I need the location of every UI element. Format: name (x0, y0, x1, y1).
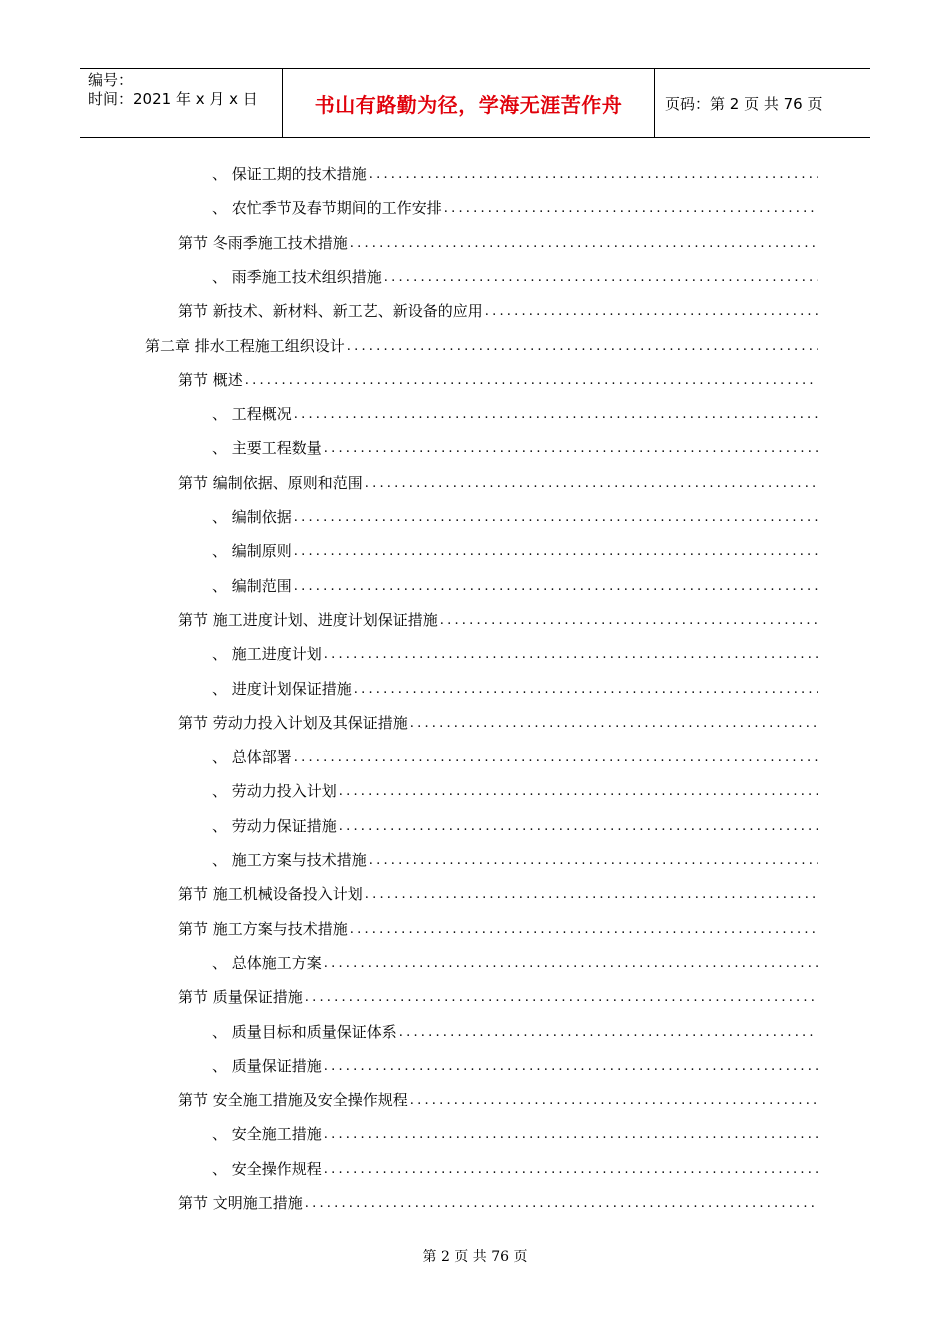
toc-leader-dots (294, 749, 818, 767)
toc-entry-label: 、 安全施工措施 (212, 1125, 322, 1144)
toc-entry[interactable] (178, 227, 818, 253)
toc-leader-dots (350, 921, 818, 939)
toc-entry[interactable] (178, 707, 818, 733)
toc-leader-dots (324, 1161, 818, 1179)
toc-entry-label: 、 劳动力投入计划 (212, 782, 337, 801)
toc-entry[interactable] (178, 981, 818, 1007)
toc-entry-label: 、 保证工期的技术措施 (212, 165, 367, 183)
toc-entry[interactable] (212, 398, 818, 424)
toc-leader-dots (485, 303, 818, 321)
toc-entry-label: 第节 劳动力投入计划及其保证措施 (178, 713, 408, 732)
toc-leader-dots (294, 406, 818, 424)
toc-leader-dots (384, 269, 818, 287)
toc-leader-dots (339, 818, 818, 836)
toc-leader-dots (324, 955, 818, 973)
toc-entry-label: 、 雨季施工技术组织措施 (212, 267, 382, 286)
toc-entry-label: 第节 编制依据、原则和范围 (178, 473, 363, 492)
toc-entry-label: 第节 概述 (178, 370, 243, 389)
toc-entry[interactable] (178, 1084, 818, 1110)
toc-entry[interactable] (212, 501, 818, 527)
toc-entry[interactable] (178, 1187, 818, 1213)
toc-leader-dots (339, 783, 818, 801)
toc-leader-dots (305, 989, 818, 1007)
toc-leader-dots (365, 886, 818, 904)
toc-leader-dots (440, 612, 818, 630)
toc-entry[interactable] (178, 364, 818, 390)
toc-entry[interactable] (212, 1118, 818, 1144)
toc-leader-dots (354, 681, 818, 699)
toc-entry[interactable] (178, 604, 818, 630)
toc-entry-label: 、 农忙季节及春节期间的工作安排 (212, 199, 442, 218)
toc-entry-label: 、 施工方案与技术措施 (212, 851, 367, 869)
toc-entry[interactable] (178, 467, 818, 493)
toc-entry[interactable] (212, 947, 818, 973)
document-time: 时间：2021 年 x 月 x 日 (88, 90, 258, 108)
document-number-label: 编号： (88, 71, 134, 89)
toc-entry[interactable] (212, 1050, 818, 1076)
toc-entry[interactable] (212, 741, 818, 767)
toc-entry-label: 第节 安全施工措施及安全操作规程 (178, 1091, 408, 1110)
toc-entry-label: 、 质量保证措施 (212, 1056, 322, 1075)
toc-leader-dots (294, 509, 818, 527)
header-meta (80, 69, 282, 137)
toc-entry-label: 、 总体部署 (212, 748, 292, 767)
toc-leader-dots (324, 1058, 818, 1076)
toc-entry-label: 第节 新技术、新材料、新工艺、新设备的应用 (178, 302, 483, 321)
toc-entry-label: 、 安全操作规程 (212, 1159, 322, 1178)
toc-entry-label: 、 主要工程数量 (212, 439, 322, 458)
toc-entry[interactable] (212, 844, 818, 870)
toc-leader-dots (365, 475, 818, 493)
toc-entry-label: 第节 施工机械设备投入计划 (178, 885, 363, 904)
toc-leader-dots (294, 578, 818, 596)
toc-entry-label: 第节 文明施工措施 (178, 1194, 303, 1212)
toc-entry-label: 、 编制范围 (212, 576, 292, 595)
toc-entry[interactable] (212, 432, 818, 458)
toc-leader-dots (324, 1126, 818, 1144)
page-footer: 第 2 页 共 76 页 (422, 1249, 528, 1265)
toc-leader-dots (324, 646, 818, 664)
toc-leader-dots (410, 715, 818, 733)
page-header (80, 68, 870, 138)
toc-entry[interactable] (212, 1016, 818, 1042)
toc-entry-label: 第节 质量保证措施 (178, 988, 303, 1007)
toc-leader-dots (444, 200, 818, 218)
toc-leader-dots (369, 166, 818, 184)
toc-entry-label: 、 进度计划保证措施 (212, 679, 352, 698)
toc-entry-label: 、 总体施工方案 (212, 953, 322, 972)
toc-entry-label: 、 质量目标和质量保证体系 (212, 1022, 397, 1041)
toc-entry[interactable] (212, 158, 818, 184)
toc-leader-dots (294, 543, 818, 561)
toc-entry[interactable] (145, 330, 818, 356)
toc-entry[interactable] (212, 673, 818, 699)
toc-entry[interactable] (212, 775, 818, 801)
toc-leader-dots (369, 852, 818, 870)
toc-leader-dots (399, 1024, 818, 1042)
toc-entry-label: 、 编制依据 (212, 508, 292, 526)
toc-entry-label: 第节 冬雨季施工技术措施 (178, 233, 348, 252)
toc-entry-label: 第节 施工方案与技术措施 (178, 919, 348, 938)
toc-leader-dots (305, 1195, 818, 1213)
toc-entry-label: 、 施工进度计划 (212, 645, 322, 664)
toc-leader-dots (324, 440, 818, 458)
toc-leader-dots (347, 338, 818, 356)
toc-entry[interactable] (212, 638, 818, 664)
toc-entry-label: 、 工程概况 (212, 405, 292, 424)
toc-entry[interactable] (212, 261, 818, 287)
toc-entry[interactable] (178, 913, 818, 939)
toc-entry[interactable] (212, 810, 818, 836)
header-page-info: 页码：第 2 页 共 76 页 (665, 94, 823, 113)
toc-leader-dots (410, 1092, 818, 1110)
toc-entry[interactable] (212, 192, 818, 218)
toc-entry[interactable] (212, 535, 818, 561)
toc-entry-label: 、 编制原则 (212, 542, 292, 561)
toc-entry[interactable] (212, 1153, 818, 1179)
toc-entry-label: 第节 施工进度计划、进度计划保证措施 (178, 610, 438, 629)
toc-leader-dots (245, 372, 818, 390)
toc-entry[interactable] (178, 295, 818, 321)
toc-entry-label: 、 劳动力保证措施 (212, 816, 337, 835)
header-motto: 书山有路勤为径，学海无涯苦作舟 (282, 69, 655, 137)
toc-leader-dots (350, 235, 818, 253)
toc-entry-label: 第二章 排水工程施工组织设计 (145, 336, 345, 355)
toc-entry[interactable] (178, 878, 818, 904)
toc-entry[interactable] (212, 570, 818, 596)
